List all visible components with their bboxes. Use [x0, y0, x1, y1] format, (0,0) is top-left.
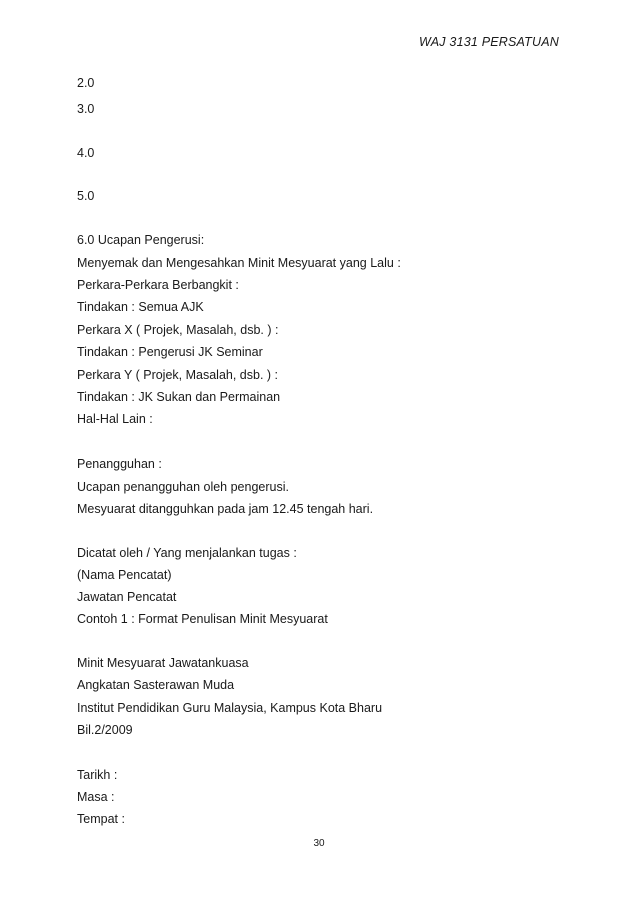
section-number-3: 3.0	[77, 102, 95, 116]
action-sports-committee-line: Tindakan : JK Sukan dan Permainan	[77, 390, 281, 404]
institute-line: Institut Pendidikan Guru Malaysia, Kampus Kota Bharu	[77, 701, 383, 715]
section-number-5: 5.0	[77, 189, 95, 203]
time-label-line: Masa :	[77, 790, 115, 804]
meeting-number-line: Bil.2/2009	[77, 723, 133, 737]
action-all-committee-line: Tindakan : Semua AJK	[77, 300, 204, 314]
meeting-adjourned-line: Mesyuarat ditangguhkan pada jam 12.45 tengah hari.	[77, 502, 374, 516]
matters-arising-line: Perkara-Perkara Berbangkit :	[77, 278, 239, 292]
page-number: 30	[313, 838, 325, 849]
chair-speech-heading: 6.0 Ucapan Pengerusi:	[77, 233, 205, 247]
section-number-2: 2.0	[77, 76, 95, 90]
date-label-line: Tarikh :	[77, 768, 118, 782]
adjournment-heading: Penangguhan :	[77, 457, 162, 471]
adjournment-speech-line: Ucapan penangguhan oleh pengerusi.	[77, 480, 289, 494]
matter-y-line: Perkara Y ( Projek, Masalah, dsb. ) :	[77, 368, 279, 382]
other-matters-line: Hal-Hal Lain :	[77, 412, 153, 426]
organization-line: Angkatan Sasterawan Muda	[77, 678, 235, 692]
recorder-position-line: Jawatan Pencatat	[77, 590, 177, 604]
action-seminar-chair-line: Tindakan : Pengerusi JK Seminar	[77, 345, 263, 359]
confirm-minutes-line: Menyemak dan Mengesahkan Minit Mesyuarat yang Lalu :	[77, 256, 401, 270]
section-number-4: 4.0	[77, 146, 95, 160]
recorder-name-line: (Nama Pencatat)	[77, 568, 172, 582]
recorded-by-line: Dicatat oleh / Yang menjalankan tugas :	[77, 546, 297, 560]
matter-x-line: Perkara X ( Projek, Masalah, dsb. ) :	[77, 323, 279, 337]
example-caption-line: Contoh 1 : Format Penulisan Minit Mesyuarat	[77, 612, 328, 626]
minutes-title-line: Minit Mesyuarat Jawatankuasa	[77, 656, 249, 670]
venue-label-line: Tempat :	[77, 812, 125, 826]
document-header-title: WAJ 3131 PERSATUAN	[419, 35, 559, 49]
